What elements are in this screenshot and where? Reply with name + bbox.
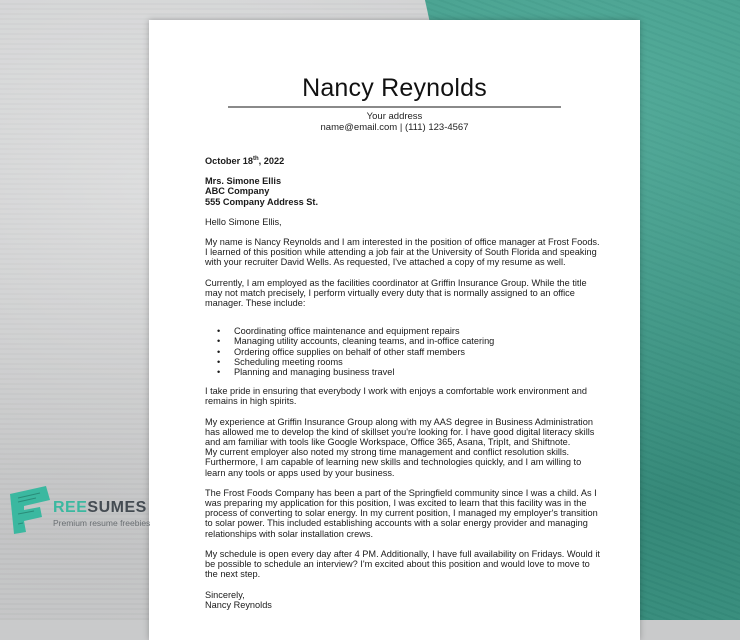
recipient-address: 555 Company Address St. xyxy=(205,196,319,207)
freesumes-logo-icon xyxy=(6,484,52,534)
recipient-block xyxy=(205,176,604,207)
address-line: Your address xyxy=(366,111,423,122)
signature: Nancy Reynolds xyxy=(205,599,272,610)
letter-body xyxy=(205,156,604,620)
recipient-company: ABC Company xyxy=(205,186,270,197)
date-year: , 2022 xyxy=(258,156,285,166)
freesumes-wordmark xyxy=(53,499,147,517)
list-item: • Coordinating office maintenance and equipment repairs xyxy=(234,326,604,336)
list-item: • Planning and managing business travel xyxy=(234,367,604,377)
applicant-name: Nancy Reynolds xyxy=(302,74,487,102)
header-divider xyxy=(228,106,561,108)
letter-date xyxy=(205,156,604,166)
signoff-block xyxy=(205,590,604,610)
freesumes-tagline: Premium resume freebies xyxy=(53,518,151,528)
duties-list xyxy=(205,326,604,377)
list-item: • Managing utility accounts, cleaning teams, and in-office catering xyxy=(234,336,604,346)
wordmark-accent: REE xyxy=(53,499,88,516)
wordmark-dark: SUMES xyxy=(87,499,147,516)
email-phone-line: name@email.com | (111) 123-4567 xyxy=(320,122,469,133)
date-suffix: th xyxy=(253,155,259,162)
paragraph-skills: My current employer also noted my strong time management and conflict resolution skills. Furthermore, I am capable of learning new skills and technologies quickly, and I am willing to learn any tools or apps used by your business. xyxy=(205,447,582,478)
list-item: • Scheduling meeting rooms xyxy=(234,357,604,367)
paragraph-work-environment: I take pride in ensuring that everybody I work with enjoys a comfortable work environment and remains in high spirits. xyxy=(205,386,587,407)
recipient-name: Mrs. Simone Ellis xyxy=(205,176,282,187)
greeting: Hello Simone Ellis, xyxy=(205,216,282,227)
closing: Sincerely, xyxy=(205,589,245,600)
paragraph-current-role: Currently, I am employed as the facilities coordinator at Griffin Insurance Group. While the title may not match precisely, I perform virtually every duty that is normally assigned to an office manager. These include: xyxy=(205,277,587,309)
list-item: • Ordering office supplies on behalf of other staff members xyxy=(234,347,604,357)
paragraph-intro: My name is Nancy Reynolds and I am interested in the position of office manager at Frost Foods. I learned of this position while attending a job fair at the University of South Florida and speaking with your recruiter David Wells. As requested, I've attached a copy of my resume as well. xyxy=(205,237,600,268)
date-month-day: October 18 xyxy=(205,156,253,166)
paragraph-company-connection: The Frost Foods Company has been a part of the Springfield community since I was a child. As I was preparing my application for this position, I was excited to learn that this facility was in the process of converting to solar energy. In my current position, I managed my employer's transition to solar power. This included establishing accounts with a solar energy provider and managing relationships with solar installation crews. xyxy=(205,487,598,539)
freesumes-watermark xyxy=(6,484,154,534)
paragraph-availability: My schedule is open every day after 4 PM. Additionally, I have full availability on Fridays. Would it be possible to schedule an interview? I'm excited about this position and would love to move to the next step. xyxy=(205,548,600,580)
paragraph-experience: My experience at Griffin Insurance Group along with my AAS degree in Business Administration has allowed me to develop the kind of skillset you're looking for. I have good digital literacy skills and am familiar with tools like Google Workspace, Office 365, Asana, TripIt, and Shiftnote. xyxy=(205,416,595,448)
cover-letter-page xyxy=(149,20,640,640)
contact-block xyxy=(149,111,640,133)
